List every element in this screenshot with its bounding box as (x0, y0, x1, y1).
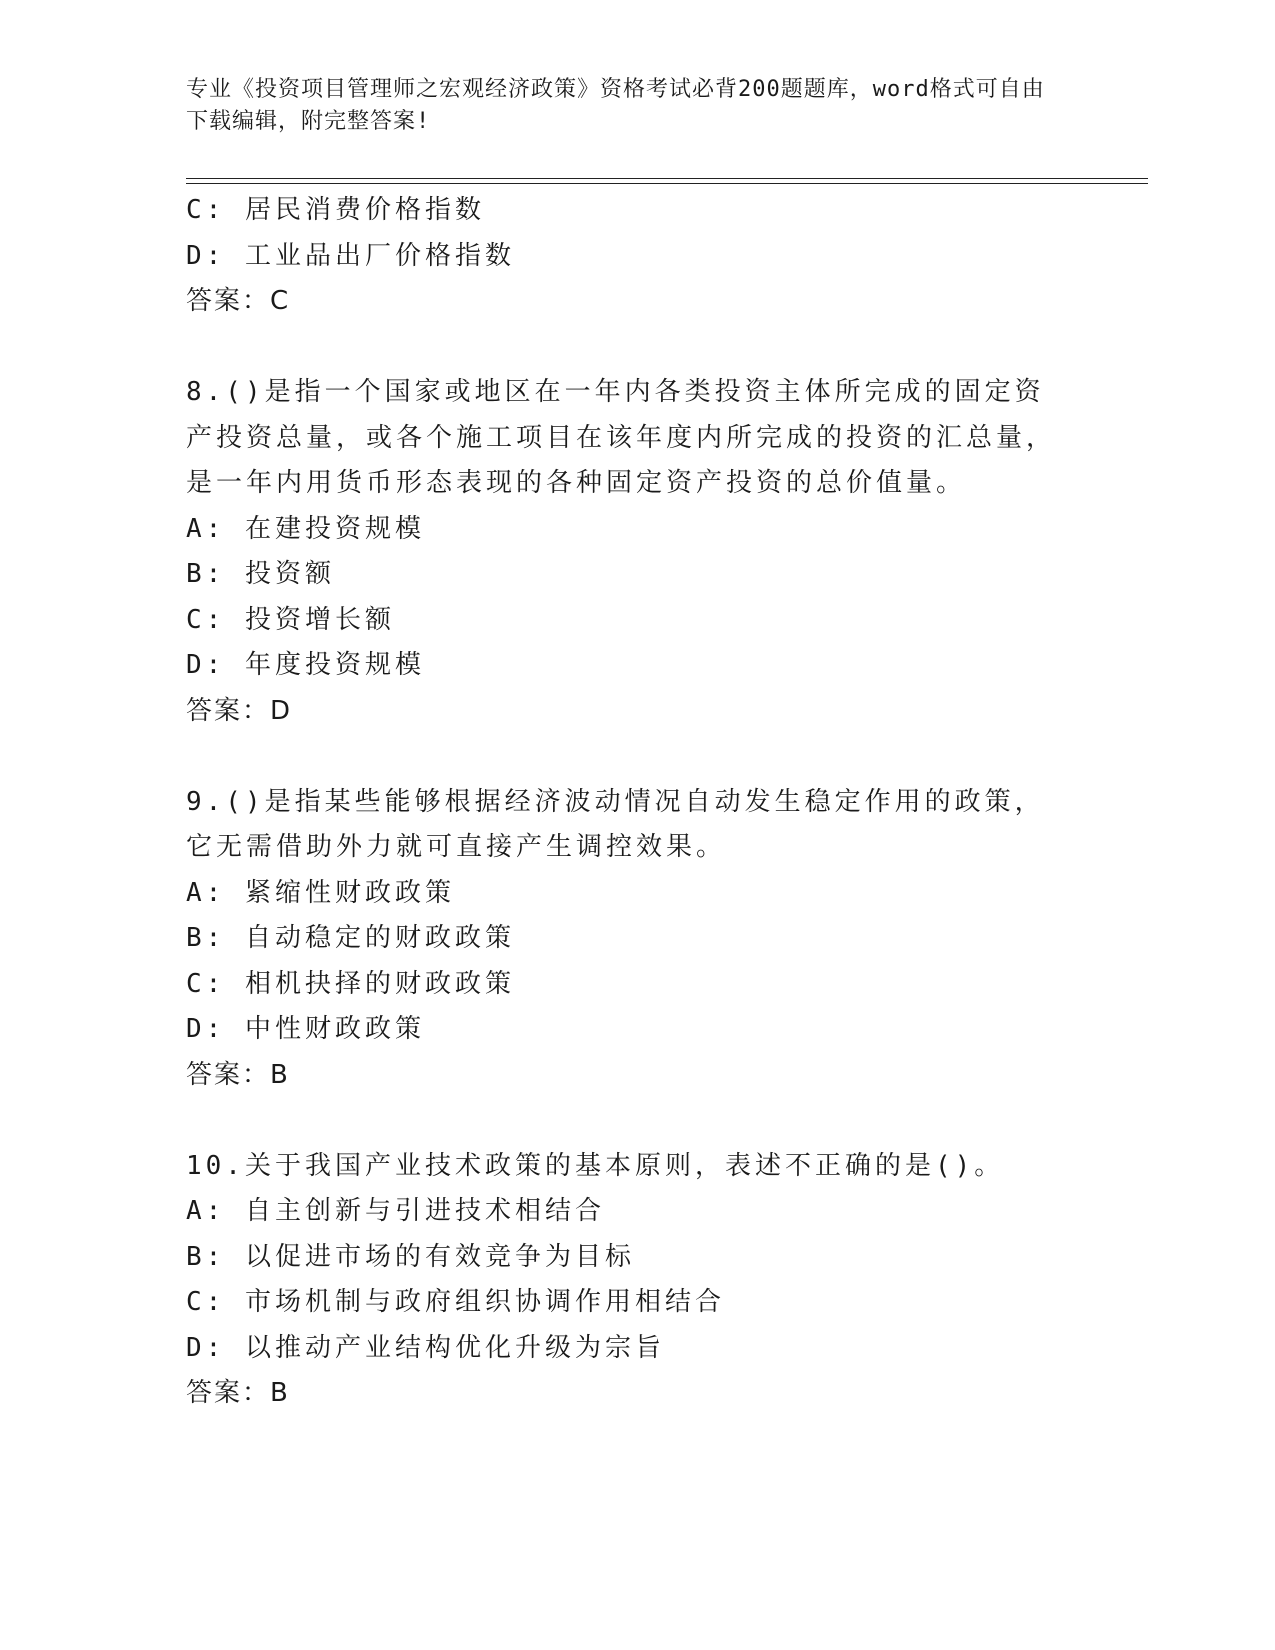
answer-line: 答案：D (186, 695, 293, 726)
answer-line: 答案：C (186, 286, 291, 316)
option-d: D: 年度投资规模 (186, 650, 425, 680)
option-a: A: 在建投资规模 (186, 513, 425, 544)
document-header: 专业《投资项目管理师之宏观经济政策》资格考试必背200题题库，word格式可自由下载编辑，附完整答案! (186, 77, 1045, 134)
spacer (186, 1098, 1066, 1144)
question-list (186, 188, 1066, 1417)
option-a: A: 自主创新与引进技术相结合 (186, 1196, 605, 1226)
question-text: 8.()是指一个国家或地区在一年内各类投资主体所完成的固定资产投资总量，或各个施工项目在该年度内所完成的投资的汇总量，是一年内用货币形态表现的各种固定资产投资的总价值量。 (186, 377, 1057, 498)
answer-line: 答案：B (186, 1059, 290, 1090)
option-b: B: 以促进市场的有效竞争为目标 (186, 1241, 635, 1272)
option-d: D: 工业品出厂价格指数 (186, 240, 515, 271)
option-c: C: 居民消费价格指数 (186, 195, 485, 225)
option-c: C: 投资增长额 (186, 604, 395, 635)
answer-line: 答案：B (186, 1378, 290, 1408)
option-c: C: 市场机制与政府组织协调作用相结合 (186, 1287, 725, 1317)
question-block-8 (186, 370, 1066, 734)
option-b: B: 自动稳定的财政政策 (186, 923, 515, 953)
header-rule-bottom (186, 183, 1148, 184)
question-text: 10.关于我国产业技术政策的基本原则，表述不正确的是()。 (186, 1150, 1005, 1181)
option-d: D: 以推动产业结构优化升级为宗旨 (186, 1332, 665, 1363)
option-c: C: 相机抉择的财政政策 (186, 968, 515, 999)
header-rule-top (186, 178, 1148, 179)
spacer (186, 734, 1066, 780)
question-block-7 (186, 188, 1066, 325)
spacer (186, 325, 1066, 371)
question-text: 9.()是指某些能够根据经济波动情况自动发生稳定作用的政策，它无需借助外力就可直接产生调控效果。 (186, 786, 1045, 862)
option-d: D: 中性财政政策 (186, 1014, 425, 1044)
option-b: B: 投资额 (186, 559, 335, 589)
question-block-10 (186, 1144, 1066, 1417)
option-a: A: 紧缩性财政政策 (186, 877, 455, 908)
question-block-9 (186, 780, 1066, 1099)
